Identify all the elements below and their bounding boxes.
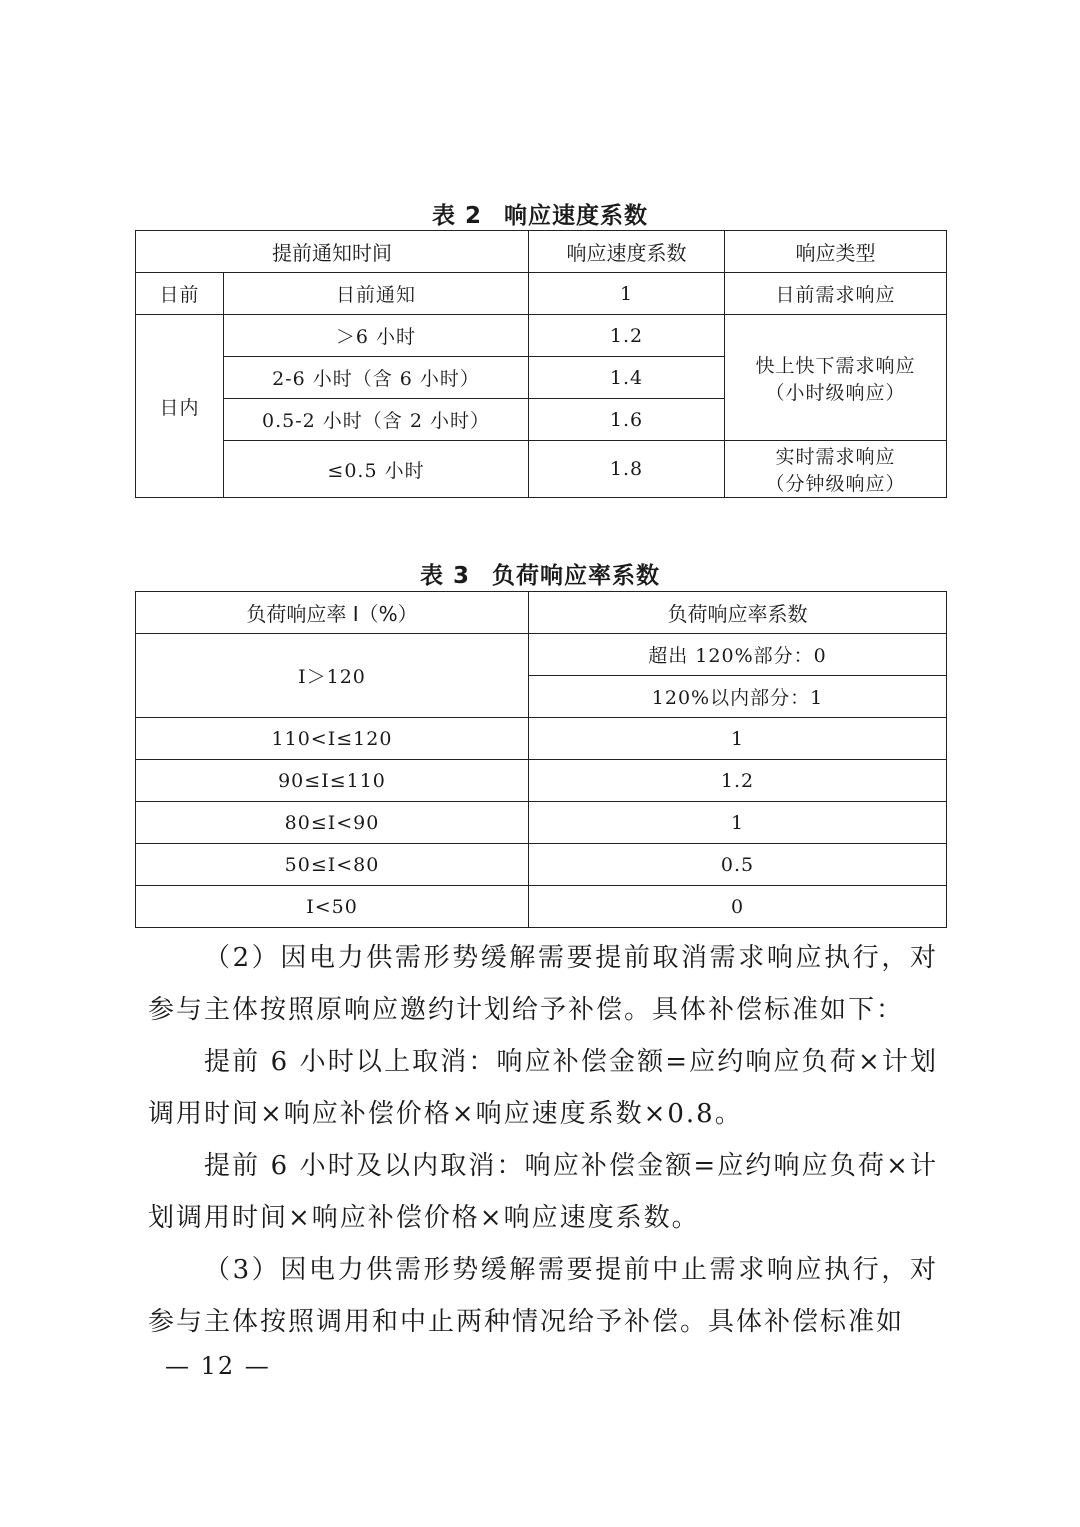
notice-time-cell: 日前通知 <box>224 273 529 315</box>
rate-coef-cell: 1 <box>529 802 947 844</box>
speed-coef-cell: 1.6 <box>529 399 725 441</box>
response-type-minute <box>725 441 947 498</box>
table-row <box>136 760 947 802</box>
page-number: — 12 — <box>165 1352 271 1380</box>
speed-coef-cell: 1 <box>529 273 725 315</box>
rate-coef-cell: 0.5 <box>529 844 947 886</box>
rate-range-cell: I＞120 <box>136 634 529 718</box>
table-row <box>136 315 947 357</box>
table-row <box>136 718 947 760</box>
rate-range-cell: 80≤I<90 <box>136 802 529 844</box>
paragraph-cancel-compensation: （2）因电力供需形势缓解需要提前取消需求响应执行，对参与主体按照原响应邀约计划给予补偿。具体补偿标准如下： <box>148 943 938 1025</box>
table-row <box>136 273 947 315</box>
table3-caption-number: 表 3 <box>419 563 470 589</box>
table2-caption-title: 响应速度系数 <box>504 203 648 229</box>
rate-range-cell: 50≤I<80 <box>136 844 529 886</box>
rate-range-cell: 90≤I≤110 <box>136 760 529 802</box>
notice-time-cell: 0.5-2 小时（含 2 小时） <box>224 399 529 441</box>
response-type-minute-line2: （分钟级响应） <box>765 473 906 495</box>
table-header-row <box>136 592 947 634</box>
header-notice-time: 提前通知时间 <box>136 231 529 273</box>
speed-coef-cell: 1.8 <box>529 441 725 498</box>
rate-coef-cell: 1 <box>529 718 947 760</box>
body-text <box>148 932 938 1348</box>
table-row <box>136 441 947 498</box>
header-response-rate: 负荷响应率 I（%） <box>136 592 529 634</box>
rate-coef-cell: 1.2 <box>529 760 947 802</box>
table-header-row <box>136 231 947 273</box>
table2-caption <box>0 197 1080 230</box>
notice-time-cell: ＞6 小时 <box>224 315 529 357</box>
rate-coef-cell: 超出 120%部分：0 <box>529 634 947 676</box>
speed-coef-cell: 1.4 <box>529 357 725 399</box>
rate-coef-cell: 0 <box>529 886 947 928</box>
group-day-ahead: 日前 <box>136 273 224 315</box>
speed-coef-cell: 1.2 <box>529 315 725 357</box>
response-type-cell: 日前需求响应 <box>725 273 947 315</box>
header-rate-coef: 负荷响应率系数 <box>529 592 947 634</box>
table-row <box>136 634 947 676</box>
response-type-hourly-line1: 快上快下需求响应 <box>755 354 916 377</box>
table-row <box>136 802 947 844</box>
table-row <box>136 844 947 886</box>
response-type-minute-line1: 实时需求响应 <box>775 446 896 468</box>
notice-time-cell: ≤0.5 小时 <box>224 441 529 498</box>
paragraph-cancel-over-6h: 提前 6 小时以上取消：响应补偿金额=应约响应负荷×计划调用时间×响应补偿价格×响应速度系数×0.8。 <box>148 1047 938 1129</box>
header-response-type: 响应类型 <box>725 231 947 273</box>
response-speed-table <box>135 230 947 498</box>
table-row <box>136 886 947 928</box>
notice-time-cell: 2-6 小时（含 6 小时） <box>224 357 529 399</box>
group-intraday: 日内 <box>136 315 224 498</box>
rate-range-cell: 110<I≤120 <box>136 718 529 760</box>
rate-range-cell: I<50 <box>136 886 529 928</box>
load-response-rate-table <box>135 591 947 928</box>
table2-caption-number: 表 2 <box>431 203 482 229</box>
table3-caption-title: 负荷响应率系数 <box>492 563 660 589</box>
header-speed-coef: 响应速度系数 <box>529 231 725 273</box>
paragraph-suspend-compensation: （3）因电力供需形势缓解需要提前中止需求响应执行，对参与主体按照调用和中止两种情况给予补偿。具体补偿标准如 <box>148 1255 938 1337</box>
response-type-hourly <box>725 315 947 441</box>
rate-coef-cell: 120%以内部分：1 <box>529 676 947 718</box>
response-type-hourly-line2: （小时级响应） <box>765 381 906 404</box>
paragraph-cancel-within-6h: 提前 6 小时及以内取消：响应补偿金额=应约响应负荷×计划调用时间×响应补偿价格×响应速度系数。 <box>148 1151 938 1233</box>
table3-caption <box>0 557 1080 590</box>
